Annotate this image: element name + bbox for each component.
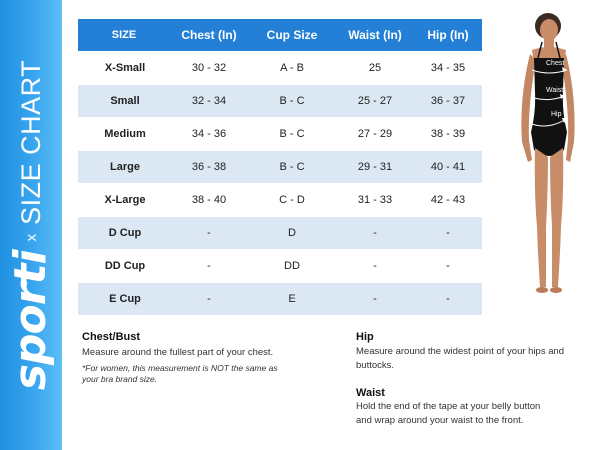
waist-cell: - bbox=[373, 293, 377, 305]
waist-cell: 31 - 33 bbox=[357, 194, 393, 206]
table-row bbox=[78, 85, 482, 117]
swimsuit-model-figure bbox=[496, 12, 596, 302]
waist-cell: - bbox=[373, 260, 377, 272]
cup-cell: B - C bbox=[279, 95, 305, 107]
size-cell: X-Small bbox=[104, 62, 146, 74]
header-waist: Waist (In) bbox=[348, 28, 402, 42]
waist-cell: 25 - 27 bbox=[357, 95, 393, 107]
size-cell: Medium bbox=[104, 128, 146, 140]
header-hip: Hip (In) bbox=[427, 28, 469, 42]
table-header bbox=[78, 19, 482, 51]
size-cell: Small bbox=[110, 95, 140, 107]
hip-cell: - bbox=[446, 293, 450, 305]
cup-cell: DD bbox=[284, 260, 300, 272]
chest-bust-note-line2: your bra brand size. bbox=[82, 374, 158, 384]
waist-label: Waist bbox=[546, 87, 564, 94]
model-illustration bbox=[496, 12, 596, 302]
size-cell: X-Large bbox=[104, 194, 146, 206]
chest-cell: - bbox=[207, 293, 211, 305]
hip-cell: 36 - 37 bbox=[430, 95, 466, 107]
brand-band bbox=[0, 0, 62, 450]
waist-text-line1: Hold the end of the tape at your belly button bbox=[356, 401, 541, 412]
table-row bbox=[78, 283, 482, 315]
hip-cell: 42 - 43 bbox=[430, 194, 466, 206]
chest-cell: 38 - 40 bbox=[191, 194, 227, 206]
hip-cell: 38 - 39 bbox=[430, 128, 466, 140]
chest-cell: 34 - 36 bbox=[191, 128, 227, 140]
hip-cell: - bbox=[446, 260, 450, 272]
chest-cell: 30 - 32 bbox=[191, 62, 227, 74]
chest-bust-heading: Chest/Bust bbox=[82, 331, 141, 343]
chest-cell: 32 - 34 bbox=[191, 95, 227, 107]
size-table bbox=[78, 19, 482, 315]
size-cell: E Cup bbox=[109, 293, 141, 305]
hip-heading: Hip bbox=[356, 331, 374, 343]
cup-cell: E bbox=[288, 293, 296, 305]
cup-cell: C - D bbox=[279, 194, 305, 206]
sporti-logo: sporti bbox=[5, 250, 56, 391]
chest-bust-text: Measure around the fullest part of your chest. bbox=[82, 347, 274, 358]
chest-cell: - bbox=[207, 260, 211, 272]
header-cup: Cup Size bbox=[266, 28, 318, 42]
hip-cell: 34 - 35 bbox=[430, 62, 466, 74]
table-row bbox=[78, 217, 482, 249]
table-row bbox=[78, 250, 482, 282]
size-cell: Large bbox=[110, 161, 140, 173]
cup-cell: B - C bbox=[279, 128, 305, 140]
brand-separator: x bbox=[22, 233, 40, 242]
table-row bbox=[78, 52, 482, 84]
hip-cell: 40 - 41 bbox=[430, 161, 466, 173]
size-cell: DD Cup bbox=[104, 260, 146, 272]
table-row bbox=[78, 184, 482, 216]
hip-cell: - bbox=[446, 227, 450, 239]
header-chest: Chest (In) bbox=[181, 28, 237, 42]
waist-cell: 27 - 29 bbox=[357, 128, 393, 140]
chest-label: Chest bbox=[546, 60, 565, 67]
hip-label: Hip bbox=[551, 111, 562, 118]
hip-text-line1: Measure around the widest point of your hips and bbox=[356, 346, 565, 357]
chest-cell: 36 - 38 bbox=[191, 161, 227, 173]
size-chart-title: SIZE CHART bbox=[15, 59, 46, 225]
table-row bbox=[78, 118, 482, 150]
brand-lockup bbox=[5, 59, 56, 391]
chest-bust-note-line1: *For women, this measurement is NOT the same as bbox=[82, 363, 278, 373]
waist-text-line2: and wrap around your waist to the front. bbox=[356, 415, 524, 426]
cup-cell: B - C bbox=[279, 161, 305, 173]
waist-cell: - bbox=[373, 227, 377, 239]
hip-text-line2: buttocks. bbox=[356, 360, 395, 371]
waist-heading: Waist bbox=[356, 387, 385, 399]
cup-cell: A - B bbox=[280, 62, 304, 74]
waist-cell: 29 - 31 bbox=[357, 161, 393, 173]
cup-cell: D bbox=[288, 227, 296, 239]
chest-cell: - bbox=[207, 227, 211, 239]
size-cell: D Cup bbox=[108, 227, 142, 239]
waist-cell: 25 bbox=[368, 62, 382, 74]
header-size: SIZE bbox=[111, 29, 137, 41]
table-row bbox=[78, 151, 482, 183]
